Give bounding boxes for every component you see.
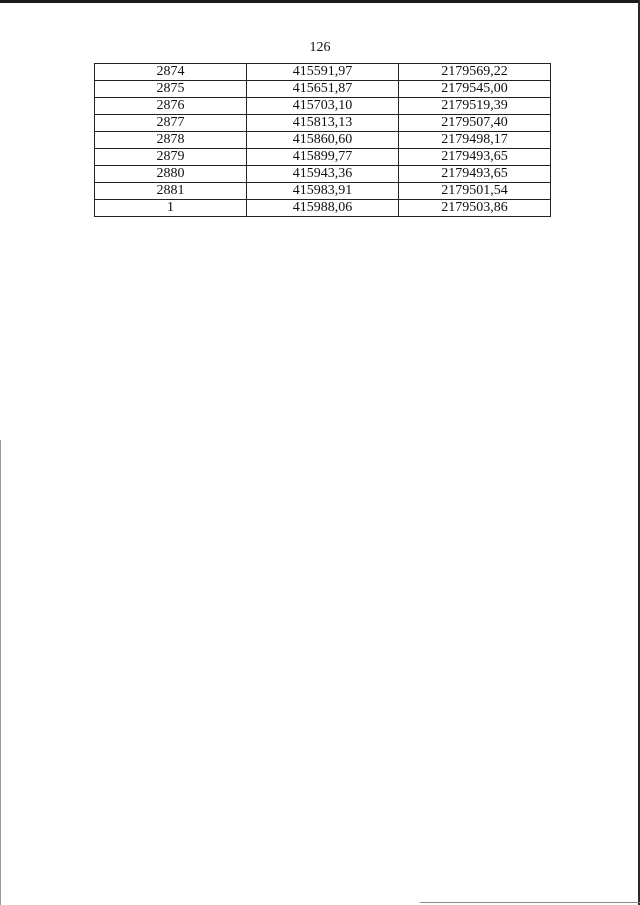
- scan-border-bottom: [420, 902, 640, 903]
- y-coordinate-cell: 2179519,39: [399, 98, 551, 115]
- table-row: [95, 115, 551, 132]
- table-row: [95, 200, 551, 217]
- x-coordinate-cell: 415899,77: [247, 149, 399, 166]
- coordinates-table: [94, 63, 551, 217]
- y-coordinate-cell: 2179493,65: [399, 166, 551, 183]
- page-number: 126: [309, 40, 331, 55]
- point-number-cell: 2877: [95, 115, 247, 132]
- x-coordinate-cell: 415860,60: [247, 132, 399, 149]
- table-row: [95, 166, 551, 183]
- point-number-cell: 2878: [95, 132, 247, 149]
- table-row: [95, 132, 551, 149]
- x-coordinate-cell: 415988,06: [247, 200, 399, 217]
- y-coordinate-cell: 2179507,40: [399, 115, 551, 132]
- point-number-cell: 2880: [95, 166, 247, 183]
- point-number-cell: 2876: [95, 98, 247, 115]
- scan-border-top: [0, 0, 640, 3]
- y-coordinate-cell: 2179545,00: [399, 81, 551, 98]
- table-row: [95, 81, 551, 98]
- point-number-cell: 2879: [95, 149, 247, 166]
- y-coordinate-cell: 2179501,54: [399, 183, 551, 200]
- point-number-cell: 2881: [95, 183, 247, 200]
- scan-border-left: [0, 440, 1, 905]
- x-coordinate-cell: 415651,87: [247, 81, 399, 98]
- y-coordinate-cell: 2179498,17: [399, 132, 551, 149]
- x-coordinate-cell: 415983,91: [247, 183, 399, 200]
- table-row: [95, 64, 551, 81]
- point-number-cell: 1: [95, 200, 247, 217]
- table-row: [95, 98, 551, 115]
- y-coordinate-cell: 2179493,65: [399, 149, 551, 166]
- point-number-cell: 2875: [95, 81, 247, 98]
- table-row: [95, 183, 551, 200]
- table-row: [95, 149, 551, 166]
- y-coordinate-cell: 2179503,86: [399, 200, 551, 217]
- x-coordinate-cell: 415943,36: [247, 166, 399, 183]
- x-coordinate-cell: 415813,13: [247, 115, 399, 132]
- y-coordinate-cell: 2179569,22: [399, 64, 551, 81]
- point-number-cell: 2874: [95, 64, 247, 81]
- x-coordinate-cell: 415703,10: [247, 98, 399, 115]
- x-coordinate-cell: 415591,97: [247, 64, 399, 81]
